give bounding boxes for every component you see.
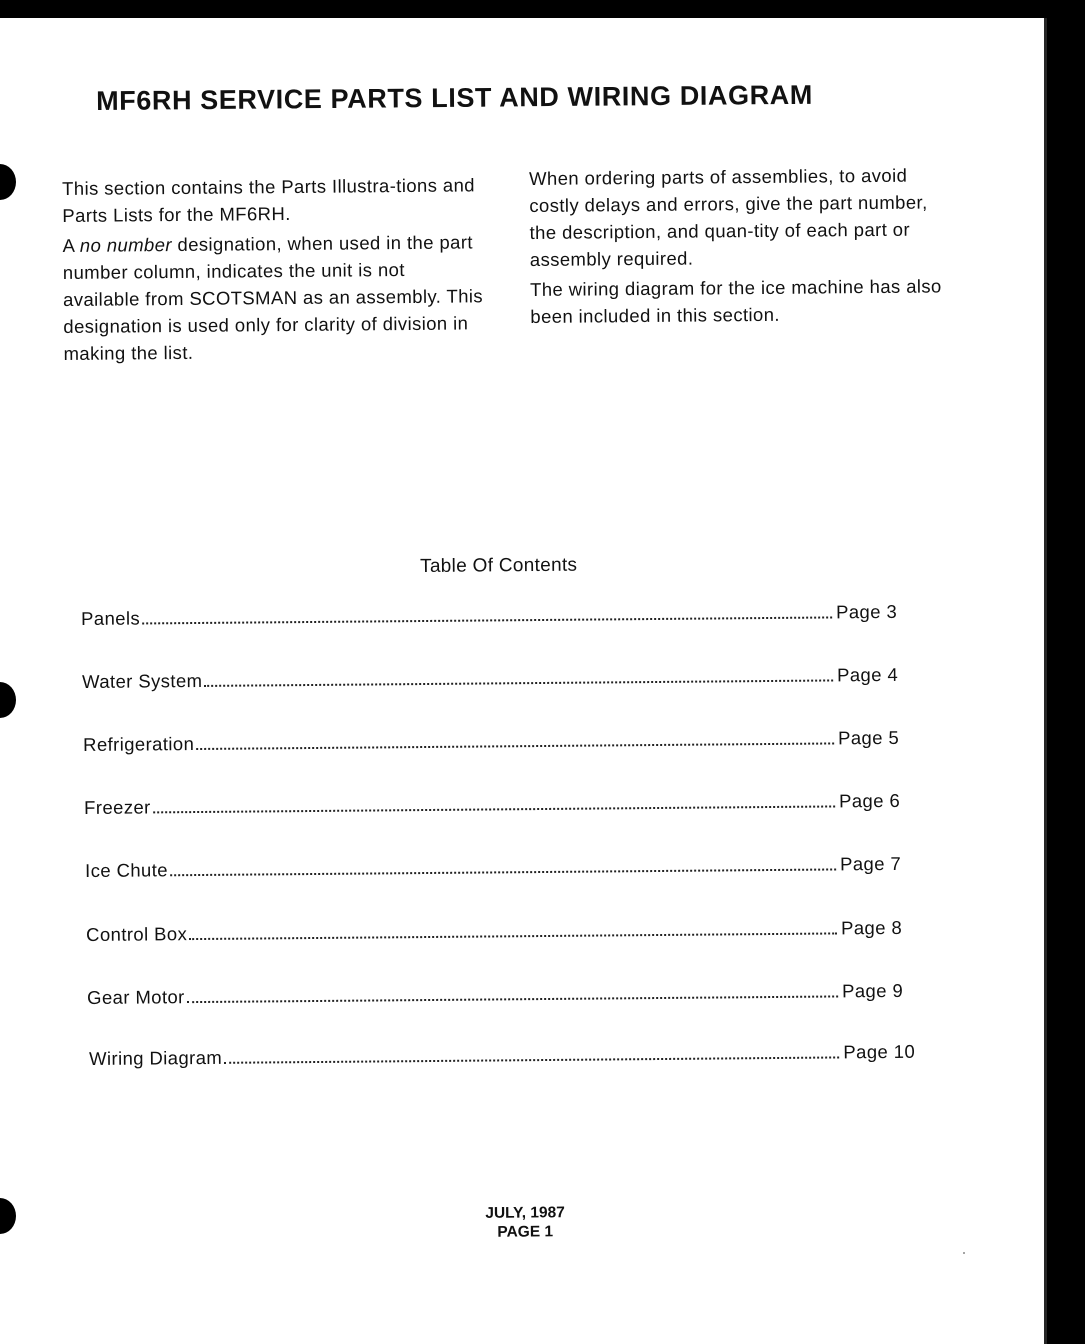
scan-border-right bbox=[1047, 0, 1085, 1344]
toc-entry bbox=[86, 913, 902, 946]
toc-leader-dots bbox=[196, 741, 834, 750]
toc-entry-label: Panels bbox=[81, 607, 141, 629]
toc-entry bbox=[85, 849, 901, 882]
toc-entry-page: Page 3 bbox=[835, 600, 898, 623]
toc-entry-label: Wiring Diagram bbox=[89, 1046, 223, 1069]
toc-entry bbox=[81, 597, 897, 630]
ordering-paragraph: When ordering parts of assemblies, to avoid costly delays and errors, give the part number, the description, and quan-tity of each part or assembly required. bbox=[529, 164, 928, 270]
toc-leader-dots bbox=[142, 615, 832, 624]
toc-entry-page: Page 9 bbox=[841, 979, 904, 1002]
page-footer bbox=[470, 1203, 580, 1242]
toc-leader-dots bbox=[189, 931, 837, 940]
toc-entry-page: Page 7 bbox=[839, 852, 902, 875]
toc-leader-dots bbox=[187, 994, 838, 1003]
toc-entry bbox=[87, 976, 903, 1009]
binder-hole-middle bbox=[0, 682, 16, 718]
scan-border-right-edge bbox=[1044, 18, 1047, 1344]
toc-entry-label: Control Box bbox=[86, 923, 188, 945]
intro-paragraph-1: This section contains the Parts Illustra-tions and Parts Lists for the MF6RH. bbox=[62, 174, 476, 226]
toc-leader-dots bbox=[170, 867, 836, 876]
toc-entry-label: Freezer bbox=[84, 796, 151, 818]
toc-leader-dots bbox=[224, 1055, 839, 1063]
toc-entry bbox=[82, 660, 898, 693]
intro-right-column bbox=[529, 161, 950, 333]
toc-entry-label: Gear Motor bbox=[87, 986, 185, 1008]
toc-entry bbox=[84, 786, 900, 819]
toc-entry bbox=[83, 723, 899, 756]
toc-entry-label: Ice Chute bbox=[85, 859, 169, 881]
wiring-note-paragraph: The wiring diagram for the ice machine has also been included in this section. bbox=[529, 275, 942, 327]
toc-entry bbox=[89, 1037, 915, 1070]
intro-paragraph-2 bbox=[62, 228, 483, 367]
toc-entry-page: Page 10 bbox=[843, 1040, 916, 1063]
toc-leader-dots bbox=[204, 678, 833, 686]
intro-paragraph-2-prefix: A bbox=[62, 234, 80, 256]
intro-left-column bbox=[62, 171, 484, 370]
binder-hole-top bbox=[0, 164, 16, 200]
no-number-emphasis: no number bbox=[79, 234, 173, 256]
toc-entry-page: Page 5 bbox=[837, 726, 900, 749]
page-title: MF6RH SERVICE PARTS LIST AND WIRING DIAGRAM bbox=[96, 79, 814, 116]
intro-paragraph-2-rest: designation, when used in the part number column, indicates the unit is not available from SCOTSMAN as an assembly. This designation is used only for clarity of division in making the list. bbox=[62, 231, 484, 364]
toc-entry-label: Water System bbox=[82, 669, 203, 692]
toc-entry-label: Refrigeration bbox=[83, 733, 195, 755]
scan-border-top bbox=[0, 0, 1085, 18]
scan-speck bbox=[963, 1252, 965, 1254]
footer-date: JULY, 1987 bbox=[485, 1204, 565, 1222]
toc-heading: Table Of Contents bbox=[420, 554, 578, 577]
toc-entry-page: Page 8 bbox=[840, 916, 903, 939]
binder-hole-bottom bbox=[0, 1198, 16, 1234]
toc-entry-page: Page 4 bbox=[836, 663, 899, 686]
toc-entry-page: Page 6 bbox=[838, 789, 901, 812]
footer-page-number: PAGE 1 bbox=[497, 1223, 554, 1241]
toc-leader-dots bbox=[153, 804, 835, 813]
